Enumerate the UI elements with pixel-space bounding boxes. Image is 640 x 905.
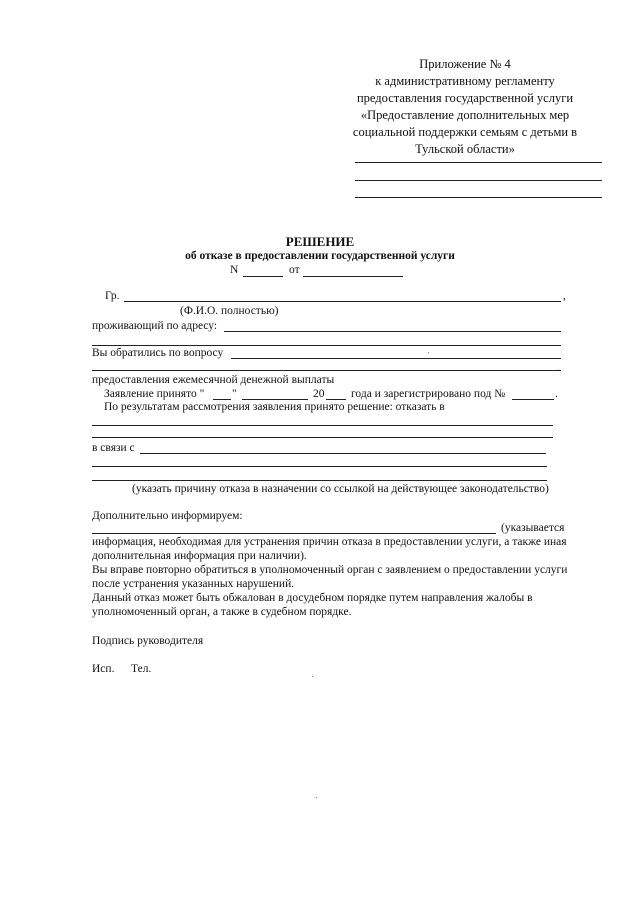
decision-blank (92, 425, 553, 426)
number-label: N (230, 264, 239, 276)
scan-speck (316, 797, 317, 798)
info-line: после устранения указанных нарушений. (92, 578, 295, 590)
info-line: уполномоченный орган, а также в судебном порядке. (92, 606, 352, 618)
info-indicated: (указывается (501, 522, 565, 534)
info-line: дополнительная информация при наличии). (92, 550, 307, 562)
info-blank (92, 533, 496, 534)
appendix-line: Тульской области» (415, 142, 515, 156)
decision-text: По результатам рассмотрения заявления принято решение: отказать в (104, 401, 445, 413)
reason-blank-3 (92, 480, 547, 481)
reason-blank (140, 453, 546, 454)
decision-blank-2 (92, 437, 553, 438)
appendix-line: к административному регламенту (375, 74, 555, 88)
citizen-blank (124, 301, 561, 302)
info-line: Вы вправе повторно обратиться в уполномоченный орган с заявлением о предоставлении услуги (92, 564, 568, 576)
question-blank-2 (92, 370, 561, 371)
address-blank (224, 331, 561, 332)
appendix-line: Приложение № 4 (419, 57, 511, 71)
info-line: Данный отказ может быть обжалован в досудебном порядке путем направления жалобы в (92, 592, 533, 604)
question-blank (231, 358, 561, 359)
reason-blank-2 (92, 466, 547, 467)
phone-label: Тел. (131, 663, 152, 675)
document-title: РЕШЕНИЕ (285, 234, 355, 249)
executor-label: Исп. (92, 663, 115, 675)
number-blank (243, 276, 283, 277)
statement-accepted: Заявление принято " (104, 388, 205, 400)
address-label: проживающий по адресу: (92, 320, 218, 332)
info-line: информация, необходимая для устранения причин отказа в предоставлении услуги, а также иная (92, 536, 567, 548)
payment-text: предоставления ежемесячной денежной выплаты (92, 374, 335, 386)
appendix-line: социальной поддержки семьям с детьми в (352, 125, 578, 139)
info-heading: Дополнительно информируем: (92, 510, 243, 522)
citizen-label: Гр. (105, 290, 120, 302)
scan-speck (312, 676, 313, 677)
appendix-line: предоставления государственной услуги (356, 91, 574, 105)
fio-caption: (Ф.И.О. полностью) (180, 305, 279, 317)
date-label: от (289, 264, 300, 276)
reason-label: в связи с (92, 442, 135, 454)
date-blank (303, 276, 403, 277)
header-blank-line (355, 162, 602, 163)
statement-registered: года и зарегистрировано под № (351, 388, 506, 400)
header-blank-line (355, 180, 602, 181)
statement-year-label: 20 (313, 388, 325, 400)
document-subtitle: об отказе в предоставлении государственной услуги (185, 250, 455, 262)
question-label: Вы обратились по вопросу (92, 347, 224, 359)
appendix-line: «Предоставление дополнительных мер (360, 108, 570, 122)
appendix-header (340, 56, 590, 158)
document-page: Приложение № 4 к административному регламенту предоставления государственной услуги «Предоставление дополнительных мер социальной поддержки семьям с детьми в Тульской области» РЕШЕНИЕ об отказе в предоставлении государственной услуги N от Гр. , (Ф.И.О. полностью) проживающий по адресу: Вы обратились по вопросу . предоставления ежемесячной денежной выплаты Заявление принято " " 20 года и зарегистрировано под № . По результатам рассмотрения заявления принято решение: отказать в в связи с (указать причину отказа в назначении со ссылкой на действующее законодательство) Дополнительно информируем: (указывается информация, необходимая для устранения причин отказа в предоставлении услуги, а также иная дополнительная информация при наличии). Вы вправе повторно обратиться в уполномоченный орган с заявлением о предоставлении услуги после устранения указанных нарушений. Данный отказ может быть обжалован в досудебном порядке путем направления жалобы в уполномоченный орган, а также в судебном порядке. Подпись руководителя Исп. Тел. (0, 0, 640, 905)
reason-caption: (указать причину отказа в назначении со ссылкой на действующее законодательство) (132, 483, 549, 495)
scan-speck (428, 352, 429, 353)
header-blank-line (355, 197, 602, 198)
signature-label: Подпись руководителя (92, 635, 204, 647)
statement-number-blank (512, 399, 554, 400)
